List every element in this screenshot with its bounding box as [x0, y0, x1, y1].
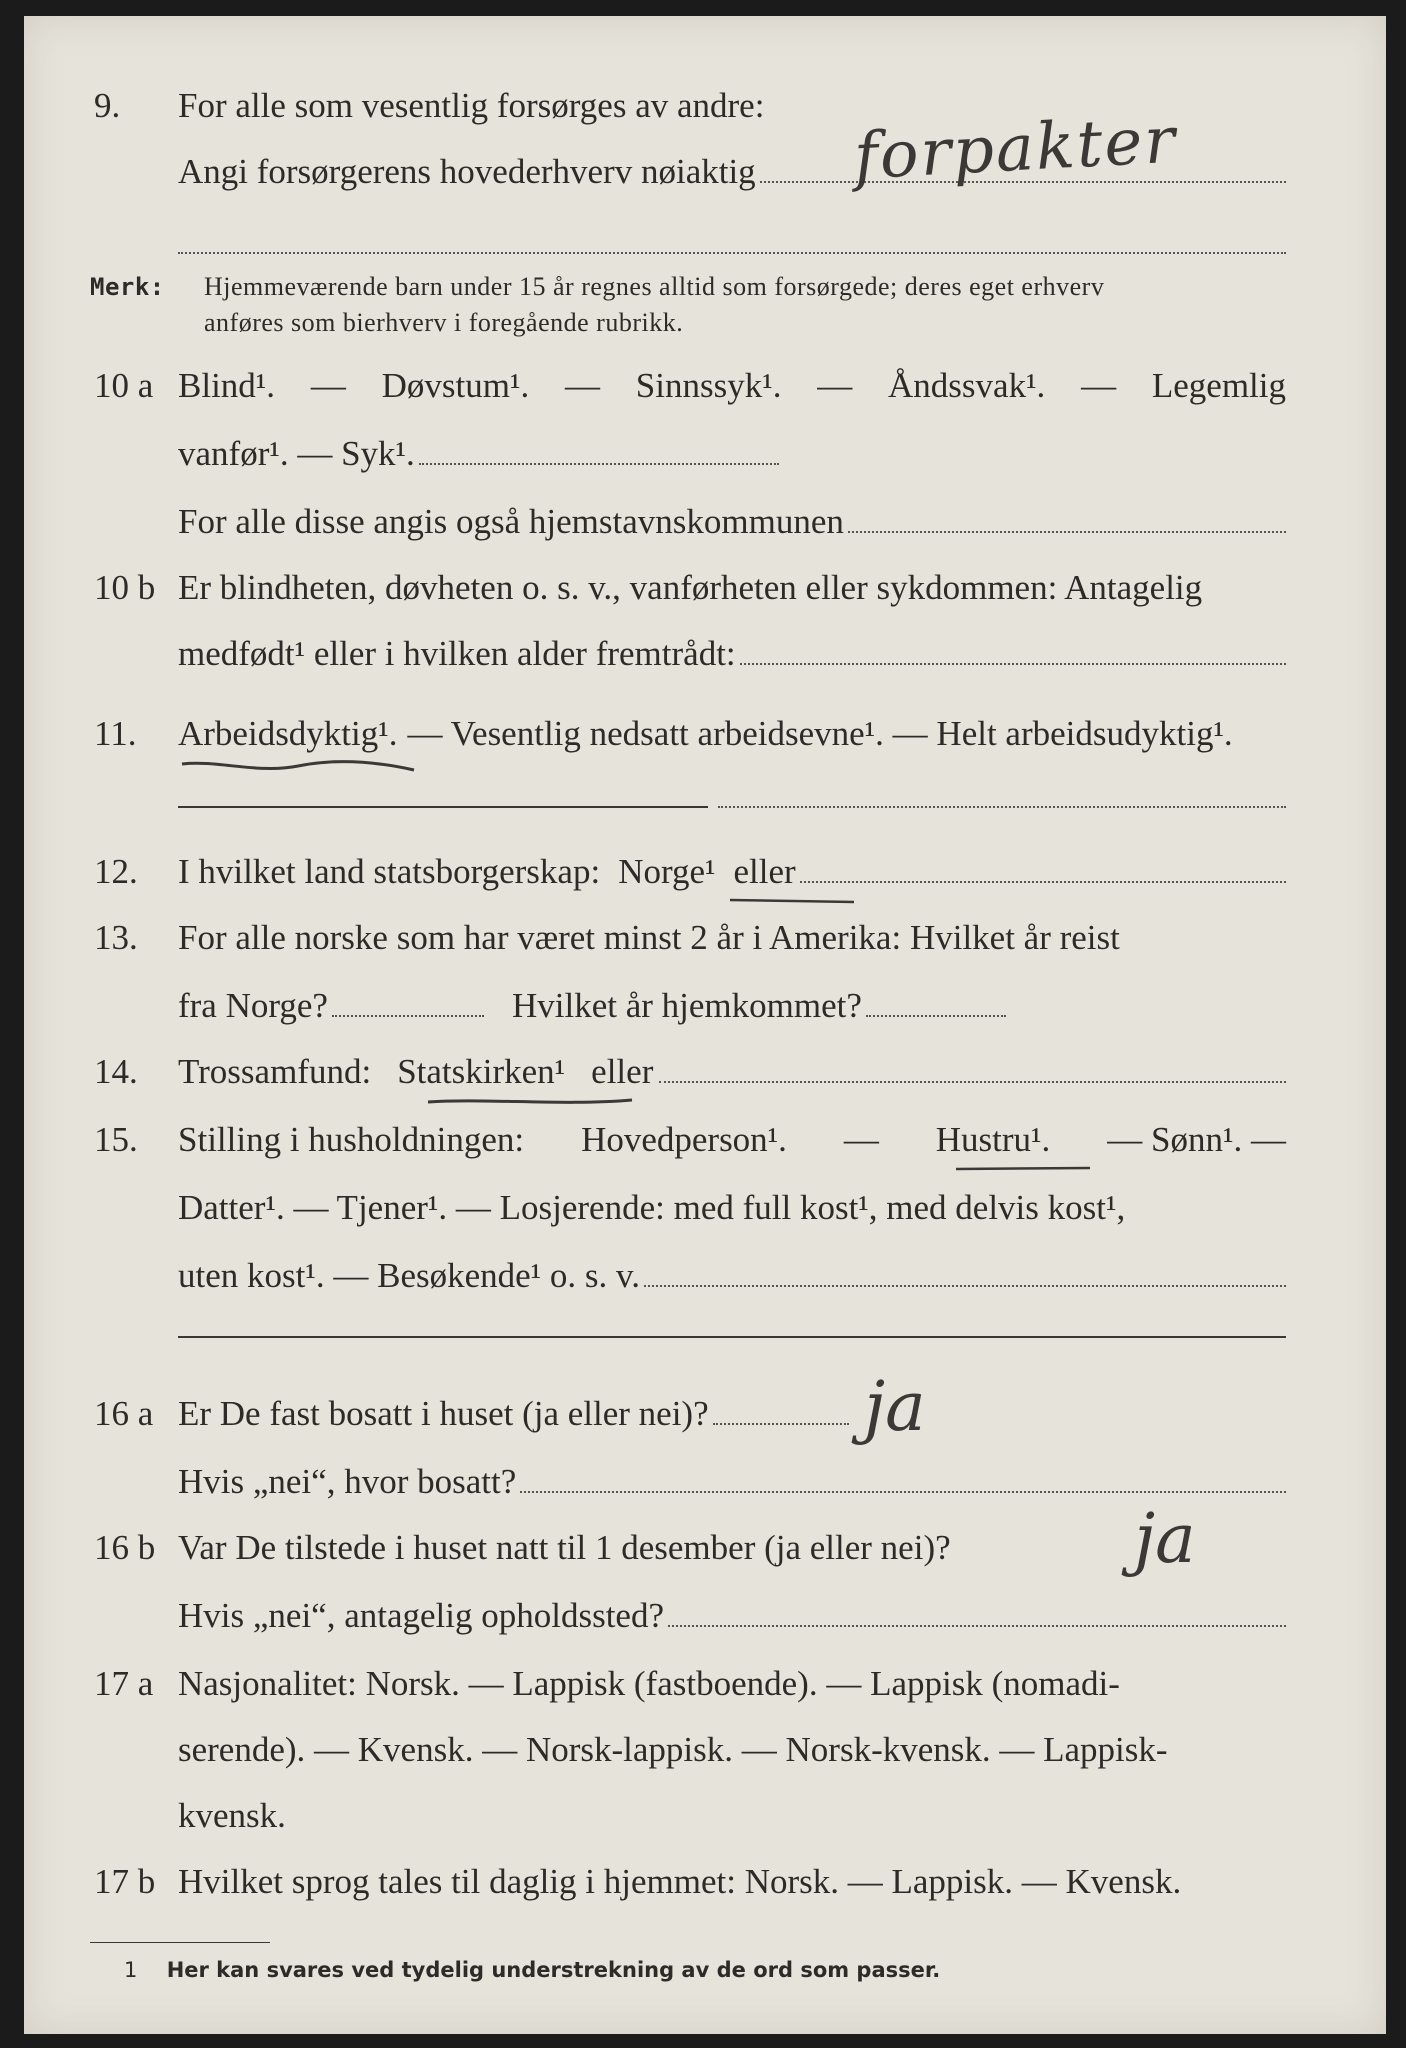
q17a-options-end: kvensk.	[178, 1796, 286, 1835]
q10a-dash-3: —	[817, 366, 853, 405]
q14-eller: eller	[591, 1052, 654, 1091]
q15-options-3: uten kost¹. — Besøkende¹ o. s. v.	[178, 1256, 641, 1295]
q15-opt-hustru: Hustru¹.	[935, 1120, 1051, 1159]
q10a-opt-blind: Blind¹.	[178, 366, 276, 405]
q16b-subquestion: Hvis „nei“, antagelig opholdssted?	[178, 1596, 664, 1635]
q16a-handwritten-answer: ja	[864, 1368, 926, 1447]
q9-question: For alle som vesentlig forsørges av andre:	[178, 86, 765, 125]
q15-answer-line-2	[178, 1336, 1286, 1338]
footnote	[124, 1958, 940, 1982]
q14-number: 14.	[94, 1052, 138, 1091]
q11-answer-line	[178, 806, 708, 808]
q13-number: 13.	[94, 918, 138, 957]
q10a-opt-legemlig: Legemlig	[1151, 366, 1286, 405]
q10a-number: 10 a	[94, 366, 154, 405]
q16b-question: Var De tilstede i huset natt til 1 desember (ja eller nei)?	[178, 1528, 951, 1567]
census-form-page	[24, 16, 1386, 2034]
q17a-options: serende). — Kvensk. — Norsk-lappisk. — Norsk-kvensk. — Lappisk-	[178, 1730, 1168, 1769]
q15-opt-hovedperson: Hovedperson¹.	[581, 1120, 787, 1159]
footnote-rule	[90, 1942, 270, 1943]
q10a-dash-1: —	[310, 366, 346, 405]
q10b-answer-line	[740, 635, 1286, 665]
q14-underline-mark	[424, 1094, 636, 1110]
footnote-mark: 1	[124, 1958, 138, 1982]
q16a-number: 16 a	[94, 1394, 154, 1433]
q12-number: 12.	[94, 852, 138, 891]
q11-number: 11.	[94, 714, 137, 753]
q12-opt-norge: Norge¹	[618, 852, 716, 891]
merk-label: Merk:	[90, 273, 165, 301]
q13-hjemkommet: Hvilket år hjemkommet?	[511, 986, 862, 1025]
q10b-subquestion: medfødt¹ eller i hvilken alder fremtrådt:	[178, 634, 736, 673]
q12-question: I hvilket land statsborgerskap:	[178, 852, 601, 891]
q13-hjemkommet-line	[866, 987, 1006, 1017]
q13-reist-line	[332, 987, 484, 1017]
q11-opt-arbeidsdyktig: Arbeidsdyktig¹.	[178, 714, 398, 753]
q15-question: Stilling i husholdningen:	[178, 1120, 525, 1159]
q10a-opt-sinnssyk: Sinnssyk¹.	[635, 366, 782, 405]
q10b-question: Er blindheten, døvheten o. s. v., vanførheten eller sykdommen: Antagelig	[178, 568, 1203, 607]
q16b-number: 16 b	[94, 1528, 156, 1567]
q10a-opt-andssvak: Åndssvak¹.	[888, 366, 1046, 405]
q16b-handwritten-answer: ja	[1134, 1500, 1196, 1579]
q16a-subquestion: Hvis „nei“, hvor bosatt?	[178, 1462, 517, 1501]
q12-answer-line	[800, 853, 1286, 883]
q11-underline-mark	[178, 756, 418, 780]
merk-line2: anføres som bierhverv i foregående rubrikk.	[204, 308, 684, 337]
q16a-answer-line	[713, 1395, 849, 1425]
q15-dash: —	[843, 1120, 879, 1159]
merk-line1: Hjemmeværende barn under 15 år regnes alltid som forsørgede; deres eget erhverv	[204, 272, 1105, 301]
q9-answer-line-2	[178, 252, 1286, 254]
q16a-subanswer-line	[520, 1463, 1286, 1493]
q11-other-options: — Vesentlig nedsatt arbeidsevne¹. — Helt arbeidsudyktig¹.	[407, 714, 1233, 753]
q10b-number: 10 b	[94, 568, 156, 607]
q17a-number: 17 a	[94, 1664, 154, 1703]
q10a-dash-2: —	[564, 366, 600, 405]
q16a-question: Er De fast bosatt i huset (ja eller nei)?	[178, 1394, 709, 1433]
footnote-text: Her kan svares ved tydelig understrekning av de ord som passer.	[166, 1958, 941, 1982]
q17b-number: 17 b	[94, 1862, 156, 1901]
q15-options-2: Datter¹. — Tjener¹. — Losjerende: med full kost¹, med delvis kost¹,	[178, 1188, 1126, 1227]
q10a-dash-4: —	[1081, 366, 1117, 405]
q10a-hjemstavn: For alle disse angis også hjemstavnskommunen	[178, 502, 844, 541]
q10a-hjemstavn-line	[848, 503, 1286, 533]
q15-answer-line	[644, 1257, 1286, 1287]
q15-number: 15.	[94, 1120, 138, 1159]
q10a-answer-line	[419, 435, 779, 465]
q12-underline-mark	[728, 894, 858, 908]
q9-handwritten-answer: forpakter	[852, 103, 1179, 195]
q15-opt-sonn: — Sønn¹. —	[1107, 1120, 1286, 1159]
q14-opt-statskirken: Statskirken¹	[397, 1052, 566, 1091]
q16b-subanswer-line	[668, 1597, 1286, 1627]
q11-answer-line-dotted	[718, 806, 1286, 808]
q9-subquestion: Angi forsørgerens hovederhverv nøiaktig	[178, 152, 756, 191]
q15-underline-mark	[954, 1162, 1094, 1176]
q12-eller: eller	[733, 852, 796, 891]
q14-answer-line	[659, 1053, 1286, 1083]
q10a-opt-dovstum: Døvstum¹.	[381, 366, 530, 405]
q13-question: For alle norske som har været minst 2 år i Amerika: Hvilket år reist	[178, 918, 1120, 957]
q17b-question: Hvilket sprog tales til daglig i hjemmet: Norsk. — Lappisk. — Kvensk.	[178, 1862, 1182, 1901]
q17a-question: Nasjonalitet: Norsk. — Lappisk (fastboende). — Lappisk (nomadi-	[178, 1664, 1120, 1703]
q14-question: Trossamfund:	[178, 1052, 372, 1091]
q13-reist: fra Norge?	[178, 986, 328, 1025]
q9-number: 9.	[94, 86, 121, 125]
q10a-opt-vanfor-syk: vanfør¹. — Syk¹.	[178, 434, 415, 473]
